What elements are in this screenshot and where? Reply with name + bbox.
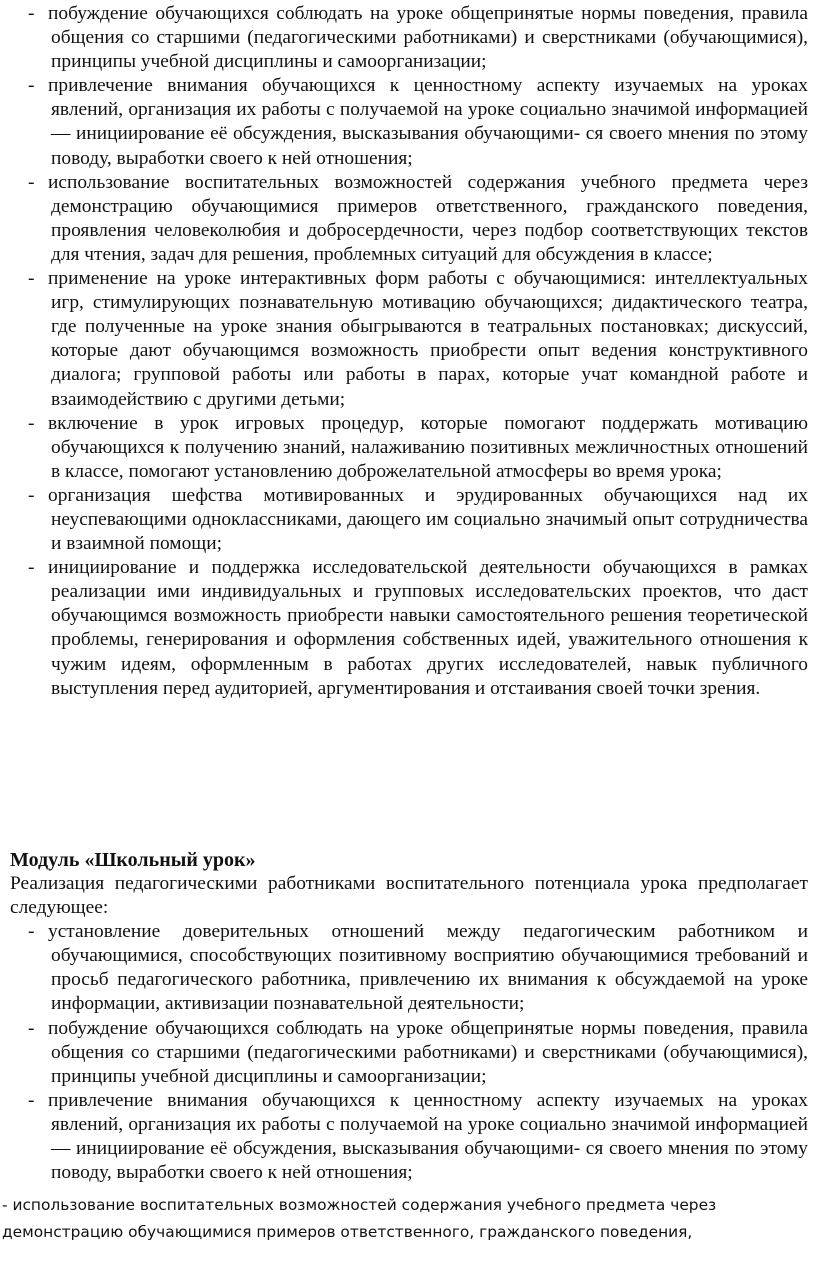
bullet-dash: - [28,484,35,506]
list-item [28,1089,808,1185]
list-item-text: организация шефства мотивированных и эрудированных обучающихся над их неуспевающими одноклассниками, дающего им социально значимый опыт сотрудничества и взаимной помощи; [48,484,808,555]
list-item-text: включение в урок игровых процедур, которые помогают поддержать мотивацию обучающихся к получению знаний, налаживанию позитивных межличностных отношений в классе, помогают установлению доброжелательной атмосферы во время урока; [48,412,808,482]
bullet-dash: - [28,75,35,97]
bullet-dash: - [28,1017,35,1039]
list-item-text: побуждение обучающихся соблюдать на уроке общепринятые нормы поведения, правила общения со старшими (педагогическими работниками) и сверстниками (обучающимися), принципы учебной дисциплины и самоорганизации; [48,3,808,73]
list-item-text: инициирование и поддержка исследовательской деятельности обучающихся в рамках реализации ими индивидуальных и групповых исследовательских проектов, что даст обучающимся возможность приобрести навыки самостоятельного решения теоретической проблемы, генерирования и оформления собственных идей, уважительного отношения к чужим идеям, оформленным в работах других исследователей, навык публичного выступления перед аудиторией, аргументирования и отстаивания своей точки зрения. [48,557,808,699]
bullet-dash: - [28,3,35,24]
bullet-dash: - [28,268,35,290]
list-item [28,484,808,556]
list-item-text: использование воспитательных возможностей содержания учебного предмета через демонстрацию обучающимися примеров ответственного, гражданского поведения, проявления человеколюбия и добросердечности, через подбор соответствующих текстов для чтения, задач для решения, проблемных ситуаций для обсуждения в классе; [48,171,808,265]
list-item-text: применение на уроке интерактивных форм работы с обучающимися: интеллектуальных игр, стимулирующих познавательную мотивацию обучающихся; дидактического театра, где полученные на уроке знания обыгрываются в театральных постановках; дискуссий, которые дают обучающимся возможность приобрести опыт ведения конструктивного диалога; групповой работы или работы в парах, которые учат командной работе и взаимодействию с другими детьми; [48,268,808,410]
list-item-text: привлечение внимания обучающихся к ценностному аспекту изучаемых на уроках явлений, организация их работы с получаемой на уроке социально значимой информацией — инициирование её обсуждения, высказывания обучающими- ся своего мнения по этому поводу, выработки своего к ней отношения; [48,1089,808,1184]
bullet-dash: - [28,171,35,193]
top-bullet-list [28,2,808,701]
list-item [28,1017,808,1089]
bullet-dash: - [28,1089,35,1111]
trailing-paragraph [2,1192,814,1246]
list-item [28,920,808,1016]
bullet-dash: - [28,921,35,943]
section-heading: Модуль «Школьный урок» [10,849,256,871]
list-item [28,267,808,412]
list-item-text: побуждение обучающихся соблюдать на уроке общепринятые нормы поведения, правила общения со старшими (педагогическими работниками) и сверстниками (обучающимися), принципы учебной дисциплины и самоорганизации; [48,1017,808,1087]
list-item [28,2,808,74]
bullet-dash: - [28,412,35,434]
list-item [28,74,808,170]
trailing-line: демонстрацию обучающимися примеров ответственного, гражданского поведения, [2,1223,693,1241]
trailing-line: - использование воспитательных возможностей содержания учебного предмета через [2,1196,717,1214]
list-item-text: привлечение внимания обучающихся к ценностному аспекту изучаемых на уроках явлений, организация их работы с получаемой на уроке социально значимой информацией — инициирование её обсуждения, высказывания обучающими- ся своего мнения по этому поводу, выработки своего к ней отношения; [48,75,808,169]
list-item [28,171,808,267]
list-item [28,412,808,484]
bullet-dash: - [28,557,35,579]
list-item-text: установление доверительных отношений между педагогическим работником и обучающимися, способствующих позитивному восприятию обучающимися требований и просьб педагогического работника, привлечению их внимания к обсуждаемой на уроке информации, активизации познавательной деятельности; [48,921,808,1015]
section-intro: Реализация педагогическими работниками воспитательного потенциала урока предполагает следующее: [10,873,808,919]
module-section [10,848,808,1185]
module-bullet-list [28,920,808,1185]
list-item [28,556,808,701]
